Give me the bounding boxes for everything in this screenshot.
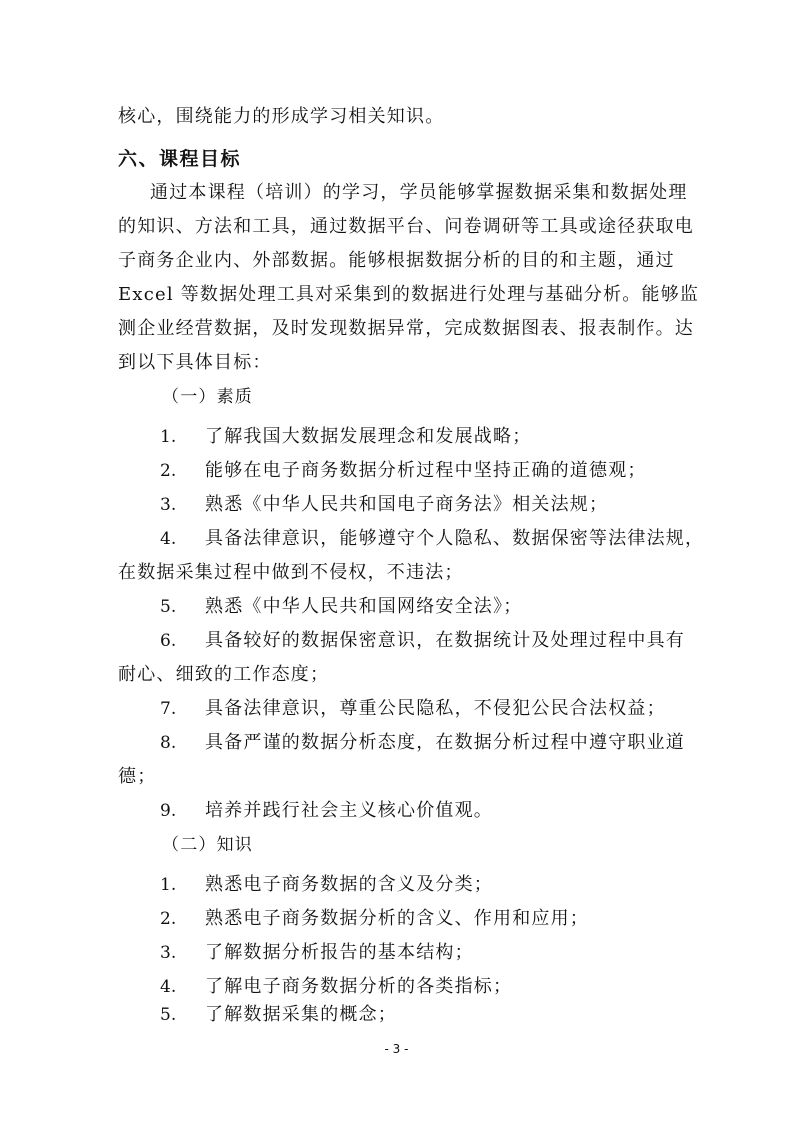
item-number: 2.: [160, 461, 177, 481]
item-text-continuation: 在数据采集过程中做到不侵权，不违法；: [118, 562, 464, 583]
paragraph-line: 测企业经营数据，及时发现数据异常，完成数据图表、报表制作。达: [118, 318, 694, 339]
paragraph-line: 的知识、方法和工具，通过数据平台、问卷调研等工具或途径获取电: [118, 216, 694, 237]
item-text: 具备法律意识，能够遵守个人隐私、数据保密等法律法规，: [205, 528, 705, 549]
item-text: 具备较好的数据保密意识，在数据统计及处理过程中具有: [205, 630, 685, 651]
page-number: - 3 -: [384, 1042, 409, 1056]
subsection-title-quality: （一）素质: [162, 387, 253, 407]
item-number: 5.: [160, 597, 177, 617]
paragraph-line: 通过本课程（培训）的学习，学员能够掌握数据采集和数据处理: [150, 182, 688, 203]
item-number: 4.: [160, 529, 177, 549]
item-text: 了解我国大数据发展理念和发展战略；: [205, 426, 532, 447]
intro-line: 核心，围绕能力的形成学习相关知识。: [118, 106, 445, 127]
item-text: 熟悉《中华人民共和国网络安全法》；: [205, 596, 523, 617]
item-number: 6.: [160, 631, 177, 651]
item-text: 能够在电子商务数据分析过程中坚持正确的道德观；: [205, 460, 647, 481]
subsection-title-knowledge: （二）知识: [162, 835, 253, 855]
item-text: 熟悉电子商务数据分析的含义、作用和应用；: [205, 908, 589, 929]
item-text: 熟悉电子商务数据的含义及分类；: [205, 874, 493, 895]
item-number: 8.: [160, 733, 177, 753]
item-number: 9.: [160, 801, 177, 821]
item-number: 1.: [160, 427, 177, 447]
paragraph-line: Excel 等数据处理工具对采集到的数据进行处理与基础分析。能够监: [118, 284, 700, 305]
item-number: 5.: [160, 1005, 177, 1025]
item-text: 具备严谨的数据分析态度，在数据分析过程中遵守职业道: [205, 732, 685, 753]
item-text: 了解数据采集的概念；: [205, 1004, 397, 1025]
item-number: 3.: [160, 943, 177, 963]
item-text: 具备法律意识，尊重公民隐私，不侵犯公民合法权益；: [205, 698, 666, 719]
item-text: 了解数据分析报告的基本结构；: [205, 942, 474, 963]
item-text-continuation: 德；: [118, 766, 157, 787]
item-text: 了解电子商务数据分析的各类指标；: [205, 976, 513, 997]
item-number: 1.: [160, 875, 177, 895]
paragraph-line: 到以下具体目标：: [118, 352, 272, 373]
section-title: 六、课程目标: [118, 148, 242, 170]
item-text-continuation: 耐心、细致的工作态度；: [118, 664, 330, 685]
item-number: 3.: [160, 495, 177, 515]
item-number: 2.: [160, 909, 177, 929]
item-text: 培养并践行社会主义核心价值观。: [205, 800, 493, 821]
paragraph-line: 子商务企业内、外部数据。能够根据数据分析的目的和主题，通过: [118, 250, 675, 271]
item-number: 7.: [160, 699, 177, 719]
item-text: 熟悉《中华人民共和国电子商务法》相关法规；: [205, 494, 609, 515]
item-number: 4.: [160, 977, 177, 997]
